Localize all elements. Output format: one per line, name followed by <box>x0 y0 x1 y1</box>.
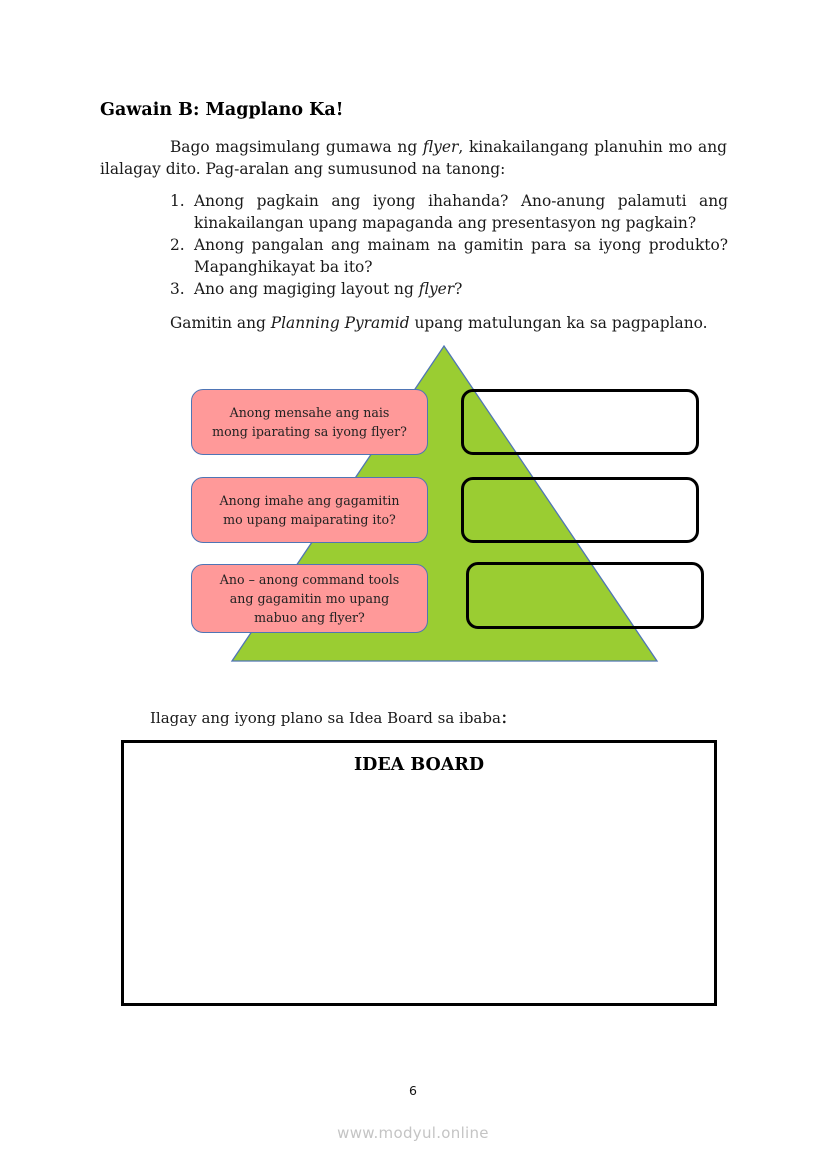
question-italic-term: flyer <box>418 280 455 298</box>
question-text: Anong pangalan ang mainam na gamitin para sa iyong produkto? Mapanghikayat ba ito? <box>194 236 728 276</box>
page-number: 6 <box>409 1083 417 1098</box>
prompt-line: ang gagamitin mo upang <box>229 591 390 606</box>
pyramid-prompt-message <box>191 389 428 455</box>
prompt-line: mong iparating sa iyong flyer? <box>212 424 407 439</box>
prompt-line: Anong mensahe ang nais <box>229 405 390 420</box>
prompt-line: Ano – anong command tools <box>219 572 400 587</box>
prompt-line: mabuo ang flyer? <box>254 610 365 625</box>
activity-heading: Gawain B: Magplano Ka! <box>100 100 344 120</box>
question-number: 2. <box>170 236 185 254</box>
question-text: Ano ang magiging layout ng <box>194 280 419 298</box>
pyramid-prompt-tools <box>191 564 428 633</box>
pyramid-prompt-image <box>191 477 428 543</box>
prompt-line: mo upang maiparating ito? <box>223 512 396 527</box>
pyramid-intro-part2: upang matulungan ka sa pagpaplano. <box>409 314 708 332</box>
pyramid-intro-italic: Planning Pyramid <box>270 314 410 332</box>
watermark: www.modyul.online <box>337 1124 489 1142</box>
prompt-line: Anong imahe ang gagamitin <box>219 493 400 508</box>
answer-box-tools[interactable] <box>466 562 704 629</box>
pyramid-intro-part1: Gamitin ang <box>170 314 271 332</box>
idea-board[interactable] <box>121 740 717 1006</box>
idea-board-title: IDEA BOARD <box>353 755 485 775</box>
question-suffix: ? <box>454 280 463 298</box>
question-number: 1. <box>170 192 185 210</box>
question-text: Anong pagkain ang iyong ihahanda? Ano-anung palamuti ang kinakailangan upang mapaganda ang presentasyon ng pagkain? <box>194 192 728 232</box>
intro-text-part2: , kinakailangang planuhin mo ang ilalagay dito. Pag-aralan ang sumusunod na tanong: <box>100 138 727 178</box>
idea-board-intro-text: Ilagay ang iyong plano sa Idea Board sa ibaba <box>150 709 501 727</box>
intro-italic-term: flyer <box>422 138 459 156</box>
idea-board-intro-colon: : <box>500 704 508 728</box>
idea-board-intro <box>150 704 508 728</box>
answer-box-image[interactable] <box>461 477 699 543</box>
question-number: 3. <box>170 280 185 298</box>
intro-text-part1: Bago magsimulang gumawa ng <box>170 138 423 156</box>
answer-box-message[interactable] <box>461 389 699 455</box>
